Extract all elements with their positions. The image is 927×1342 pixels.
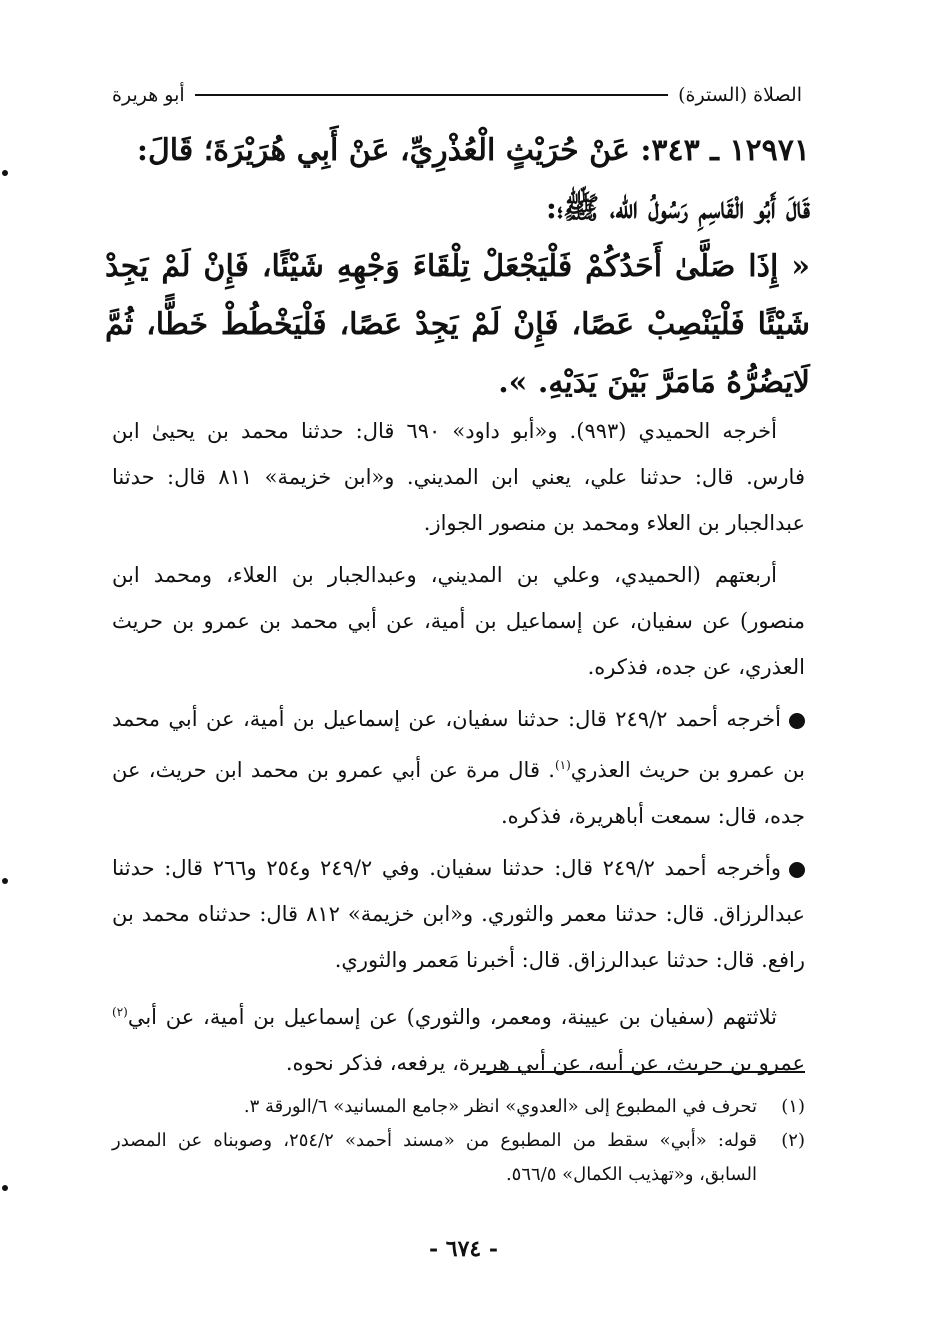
scan-dot: [2, 1185, 8, 1191]
footnote-1: [112, 1090, 805, 1124]
header-section-title: الصلاة (السترة): [678, 84, 802, 106]
hadith-text: [105, 122, 810, 412]
takhrij-body: [112, 408, 805, 1092]
paragraph-1: أخرجه الحميدي (٩٩٣). و«أبو داود» ٦٩٠ قال: حدثنا محمد بن يحيىٰ ابن فارس. قال: حدثنا علي، يعني ابن المديني. و«ابن خزيمة» ٨١١ قال: حدثنا عبدالجبار بن العلاء ومحمد بن منصور الجواز.: [112, 419, 805, 535]
paragraph-3-part-a: أخرجه أحمد ٢٤٩/٢ قال: حدثنا سفيان، عن إسماعيل بن أمية، عن أبي محمد بن عمرو بن حريث العذري: [112, 707, 805, 782]
header-narrator: أبو هريرة: [112, 84, 185, 106]
hadith-line-3: « إِذَا صَلَّىٰ أَحَدُكُمْ فَلْيَجْعَلْ تِلْقَاءَ وَجْهِهِ شَيْئًا، فَإِنْ لَمْ يَجِدْ شَيْئًا فَلْيَنْصِبْ عَصًا، فَإِنْ لَمْ يَجِدْ عَصًا، فَلْيَخْطُطْ خَطًّا، ثُمَّ لَايَضُرُّهُ مَامَرَّ بَيْنَ يَدَيْهِ. ».: [105, 249, 810, 400]
bullet-icon: [789, 713, 805, 729]
paragraph-3: [112, 696, 805, 839]
paragraph-5-part-b: عمرو بن حريث، عن أبيه، عن أبي هريرة، يرفعه، فذكر نحوه.: [285, 1051, 805, 1075]
scan-dot: [2, 170, 8, 176]
paragraph-4: [112, 845, 805, 983]
paragraph-4-text: وأخرجه أحمد ٢٤٩/٢ قال: حدثنا سفيان. وفي ٢٤٩/٢ و٢٥٤ و٢٦٦ قال: حدثنا عبدالرزاق. قال: حدثنا معمر والثوري. و«ابن خزيمة» ٨١٢ قال: حدثناه محمد بن رافع. قال: حدثنا عبدالرزاق. قال: أخبرنا مَعمر والثوري.: [112, 856, 805, 972]
footnote-ref-1[interactable]: (١): [554, 758, 571, 772]
paragraph-3-part-b: . قال مرة عن أبي عمرو بن محمد ابن حريث، عن جده، قال: سمعت أباهريرة، فذكره.: [112, 758, 805, 828]
paragraph-2: أربعتهم (الحميدي، وعلي بن المديني، وعبدالجبار بن العلاء، ومحمد ابن منصور) عن سفيان، عن إسماعيل بن أمية، عن أبي محمد بن عمرو بن حريث العذري، عن جده، فذكره.: [112, 563, 805, 679]
hadith-line-1: ١٢٩٧١ ـ ٣٤٣: عَنْ حُرَيْثٍ الْعُذْرِيِّ، عَنْ أَبِي هُرَيْرَةَ؛ قَالَ:: [136, 133, 810, 168]
footnote-text: قوله: «أبي» سقط من المطبوع من «مسند أحمد» ٢٥٤/٢، وصوبناه عن المصدر السابق، و«تهذيب الكمال» ٥٦٦/٥.: [112, 1130, 757, 1185]
footnote-ref-2[interactable]: (٢): [112, 1005, 128, 1019]
footnote-2: [112, 1124, 805, 1192]
footnote-separator: [480, 1071, 805, 1073]
footnotes: [112, 1090, 805, 1192]
footnote-number: (١): [781, 1096, 805, 1117]
running-header: [112, 78, 802, 112]
scan-dot: [2, 878, 8, 884]
bullet-icon: [789, 862, 805, 878]
paragraph-5-part-a: ثلاثتهم (سفيان بن عيينة، ومعمر، والثوري) عن إسماعيل بن أمية، عن أبي: [127, 1005, 777, 1029]
page-number: - ٦٧٤ -: [428, 1236, 499, 1262]
footnote-number: (٢): [781, 1130, 805, 1151]
hadith-line-2: قَالَ أَبُو الْقَاسِمِ رَسُولُ الله، ﷺ؛:: [545, 191, 810, 226]
header-rule: [195, 94, 668, 96]
footnote-text: تحرف في المطبوع إلى «العدوي» انظر «جامع المسانيد» ٦/الورقة ٣.: [243, 1096, 757, 1117]
